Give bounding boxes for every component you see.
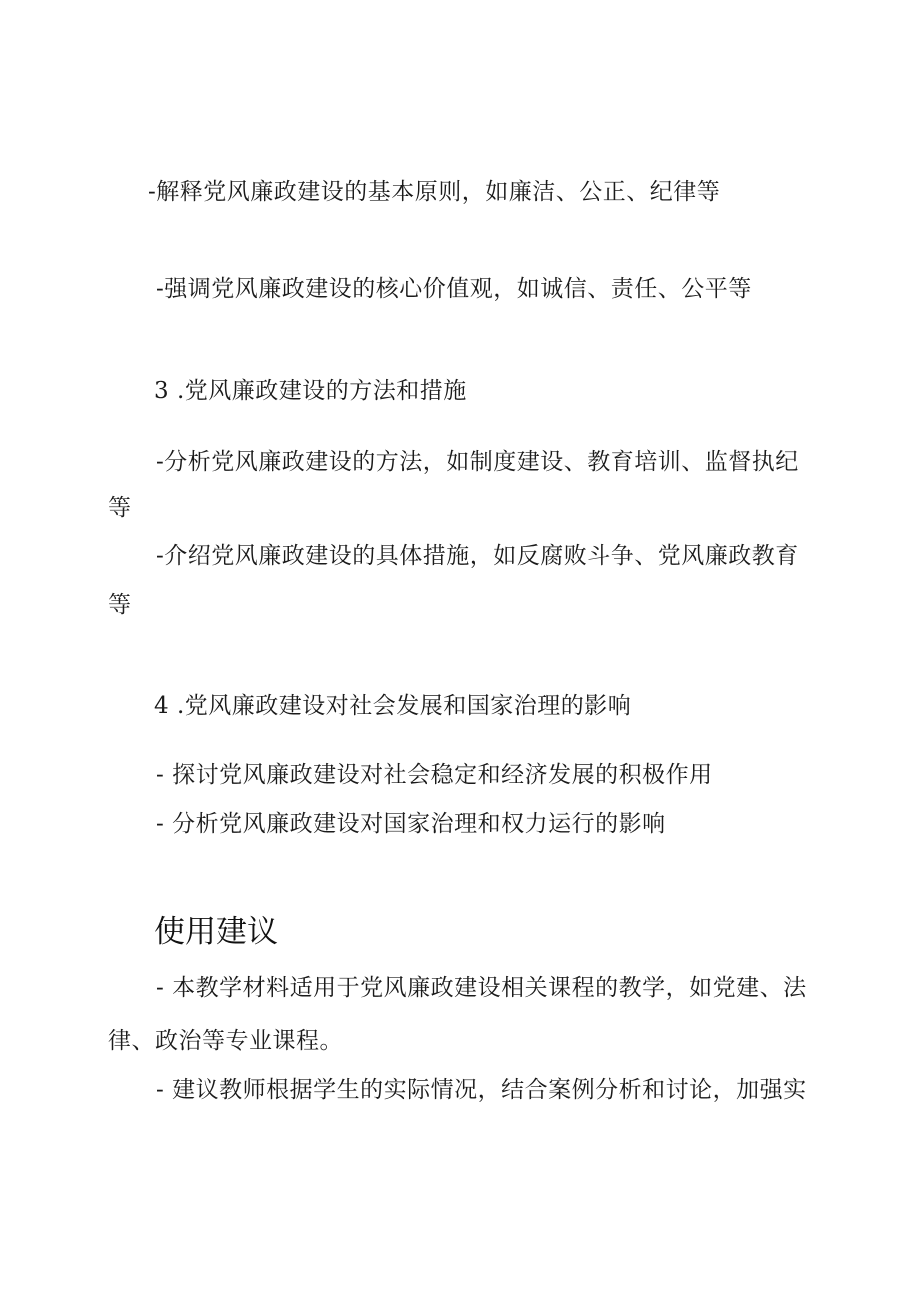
- section-3-title: 3 .党风廉政建设的方法和措施: [154, 378, 467, 404]
- measures-bullet-line-1: -介绍党风廉政建设的具体措施，如反腐败斗争、党风廉政教育: [156, 543, 799, 569]
- methods-bullet-line-2: 等: [108, 495, 132, 521]
- usage-item-1-line-1: - 本教学材料适用于党风廉政建设相关课程的教学，如党建、法: [156, 975, 807, 1001]
- impact-bullet-1: - 探讨党风廉政建设对社会稳定和经济发展的积极作用: [156, 762, 713, 788]
- methods-bullet-line-1: -分析党风廉政建设的方法，如制度建设、教育培训、监督执纪: [156, 449, 799, 475]
- usage-item-1-line-2: 律、政治等专业课程。: [108, 1028, 343, 1054]
- impact-bullet-2: - 分析党风廉政建设对国家治理和权力运行的影响: [156, 811, 666, 837]
- principles-bullet: -解释党风廉政建设的基本原则，如廉洁、公正、纪律等: [148, 179, 721, 205]
- measures-bullet-line-2: 等: [108, 592, 132, 618]
- section-4-title: 4 .党风廉政建设对社会发展和国家治理的影响: [154, 693, 632, 719]
- usage-heading: 使用建议: [154, 914, 278, 950]
- usage-item-2-line-1: - 建议教师根据学生的实际情况，结合案例分析和讨论，加强实: [156, 1077, 807, 1103]
- values-bullet: -强调党风廉政建设的核心价值观，如诚信、责任、公平等: [156, 276, 752, 302]
